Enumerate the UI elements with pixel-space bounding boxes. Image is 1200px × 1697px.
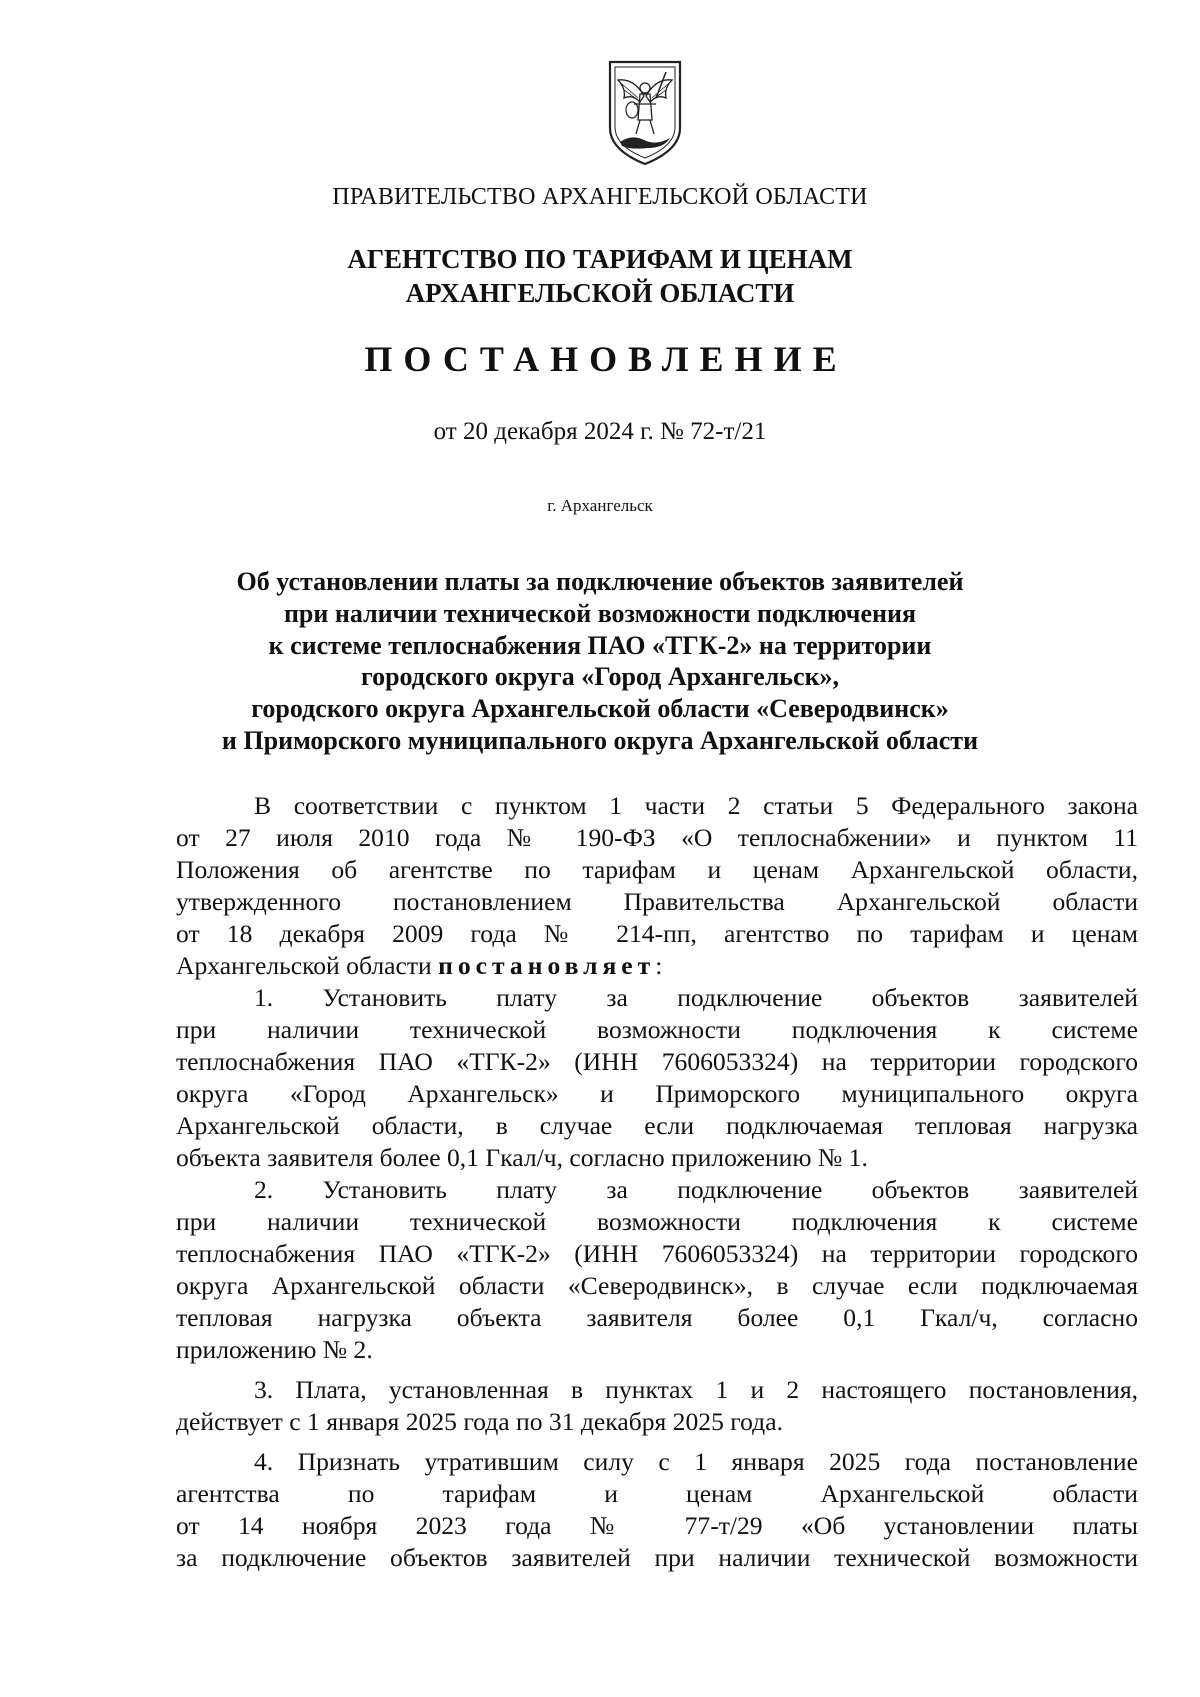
text-line: 4. Признать утратившим силу с 1 января 2025 года постановление — [254, 1447, 1138, 1476]
title-line: и Приморского муниципального округа Архангельской области — [221, 725, 979, 755]
text-line: 1. Установить плату за подключение объектов заявителей — [254, 983, 1138, 1012]
title-line: городского округа «Город Архангельск», — [360, 662, 840, 692]
government-name: ПРАВИТЕЛЬСТВО АРХАНГЕЛЬСКОЙ ОБЛАСТИ — [332, 184, 868, 210]
text-line: утвержденного постановлением Правительства Архангельской области — [176, 887, 1138, 916]
text-line — [176, 950, 1138, 982]
text-line: теплоснабжения ПАО «ТГК-2» (ИНН 7606053324) на территории городского — [176, 1239, 1138, 1268]
title-line: при наличии технической возможности подключения — [283, 598, 917, 628]
item-3-paragraph — [176, 1374, 1138, 1438]
text-line: 3. Плата, установленная в пунктах 1 и 2 настоящего постановления, — [254, 1375, 1138, 1404]
text-line: объекта заявителя более 0,1 Гкал/ч, согласно приложению № 1. — [176, 1143, 868, 1172]
coat-of-arms-icon — [604, 58, 686, 168]
document-title — [0, 566, 1200, 757]
text-line: 2. Установить плату за подключение объектов заявителей — [254, 1175, 1138, 1204]
text-line: агентства по тарифам и ценам Архангельской области — [176, 1479, 1138, 1508]
agency-name — [0, 242, 1200, 310]
title-line: Об установлении платы за подключение объектов заявителей — [236, 567, 964, 596]
text-line: за подключение объектов заявителей при наличии технической возможности — [176, 1543, 1138, 1572]
document-type: ПОСТАНОВЛЕНИЕ — [364, 339, 848, 379]
city-name: г. Архангельск — [547, 496, 653, 515]
title-line: городского округа Архангельской области «Северодвинск» — [251, 694, 949, 724]
agency-name-line: АРХАНГЕЛЬСКОЙ ОБЛАСТИ — [405, 278, 795, 308]
title-line: к системе теплоснабжения ПАО «ТГК-2» на территории — [268, 630, 932, 660]
date-and-number: от 20 декабря 2024 г. № 72-т/21 — [433, 418, 767, 445]
item-2-paragraph — [176, 1174, 1138, 1366]
decrees-word: постановляет — [438, 951, 656, 980]
preamble-paragraph — [176, 790, 1138, 982]
text-line: тепловая нагрузка объекта заявителя более 0,1 Гкал/ч, согласно — [176, 1303, 1138, 1332]
text-line: действует с 1 января 2025 года по 31 декабря 2025 года. — [176, 1407, 783, 1436]
text-line: при наличии технической возможности подключения к системе — [176, 1207, 1138, 1236]
text-line: Положения об агентстве по тарифам и ценам Архангельской области, — [176, 855, 1138, 884]
item-4-paragraph — [176, 1446, 1138, 1574]
text-line: округа Архангельской области «Северодвинск», в случае если подключаемая — [176, 1271, 1138, 1300]
text-fragment: : — [655, 951, 663, 980]
text-line: Архангельской области, в случае если подключаемая тепловая нагрузка — [176, 1111, 1138, 1140]
text-line: В соответствии с пунктом 1 части 2 статьи 5 Федерального закона — [254, 791, 1138, 820]
item-1-paragraph — [176, 982, 1138, 1174]
text-line: от 27 июля 2010 года № 190-ФЗ «О теплоснабжении» и пунктом 11 — [176, 823, 1138, 852]
text-line: от 14 ноября 2023 года № 77-т/29 «Об установлении платы — [176, 1511, 1138, 1540]
text-fragment: Архангельской области — [176, 951, 439, 980]
document-body — [176, 790, 1138, 1574]
text-line: при наличии технической возможности подключения к системе — [176, 1015, 1138, 1044]
text-line: теплоснабжения ПАО «ТГК-2» (ИНН 7606053324) на территории городского — [176, 1047, 1138, 1076]
text-line: приложению № 2. — [176, 1335, 373, 1364]
text-line: округа «Город Архангельск» и Приморского муниципального округа — [176, 1079, 1138, 1108]
text-line: от 18 декабря 2009 года № 214-пп, агентство по тарифам и ценам — [176, 919, 1138, 948]
agency-name-line: АГЕНТСТВО ПО ТАРИФАМ И ЦЕНАМ — [347, 244, 853, 274]
